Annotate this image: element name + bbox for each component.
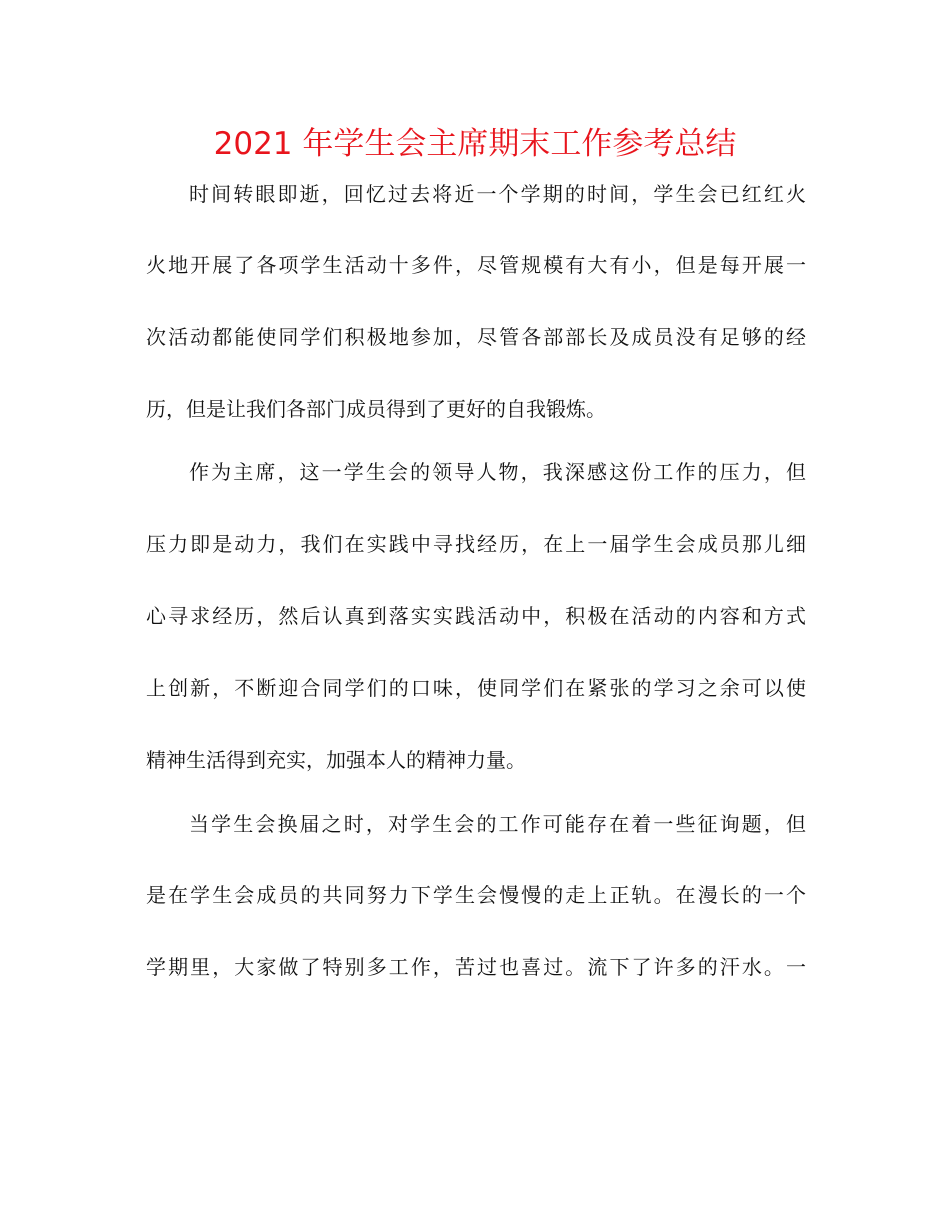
paragraph-3-line-1: 当学生会换届之时，对学生会的工作可能存在着一些征询题，但 xyxy=(189,812,806,836)
paragraph-3-line-2: 是在学生会成员的共同努力下学生会慢慢的走上正轨。在漫长的一个 xyxy=(146,883,806,907)
paragraph-1-line-2: 火地开展了各项学生活动十多件，尽管规模有大有小，但是每开展一 xyxy=(146,253,806,277)
paragraph-1-line-4: 历，但是让我们各部门成员得到了更好的自我锻炼。 xyxy=(146,397,606,421)
paragraph-2-line-1: 作为主席，这一学生会的领导人物，我深感这份工作的压力，但 xyxy=(189,460,806,484)
paragraph-3-line-3: 学期里，大家做了特别多工作，苦过也喜过。流下了许多的汗水。一 xyxy=(146,955,806,979)
paragraph-1-line-3: 次活动都能使同学们积极地参加，尽管各部部长及成员没有足够的经 xyxy=(146,325,806,349)
paragraph-2-line-4: 上创新，不断迎合同学们的口味，使同学们在紧张的学习之余可以使 xyxy=(146,676,806,700)
document-title: 2021 年学生会主席期末工作参考总结 xyxy=(213,126,737,162)
paragraph-2-line-2: 压力即是动力，我们在实践中寻找经历，在上一届学生会成员那儿细 xyxy=(146,532,806,556)
paragraph-1-line-1: 时间转眼即逝，回忆过去将近一个学期的时间，学生会已红红火 xyxy=(189,182,806,206)
paragraph-2-line-3: 心寻求经历，然后认真到落实实践活动中，积极在活动的内容和方式 xyxy=(146,604,806,628)
paragraph-2-line-5: 精神生活得到充实，加强本人的精神力量。 xyxy=(146,748,526,772)
